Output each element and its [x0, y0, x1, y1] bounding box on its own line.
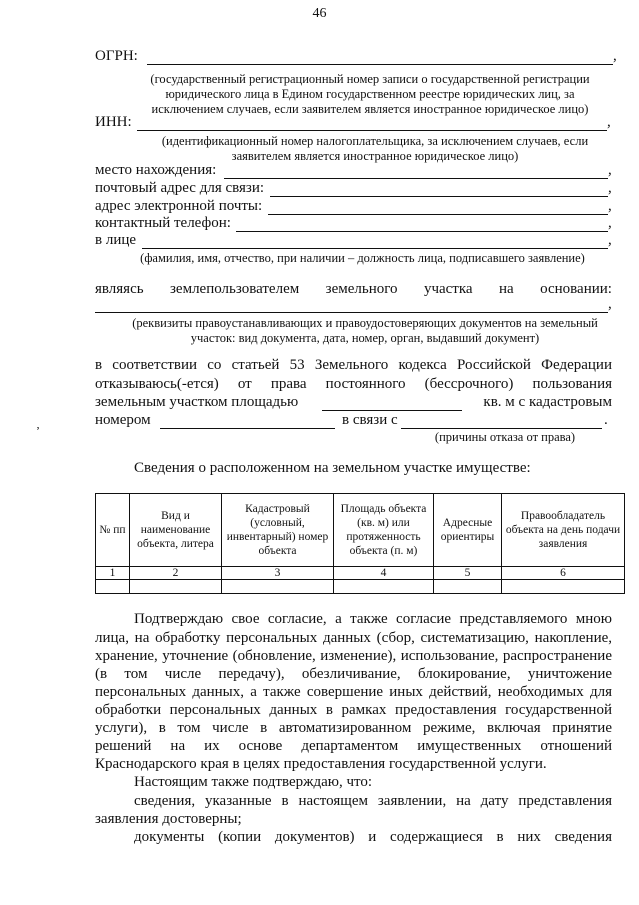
refusal-line: в соответствии со статьей 53 Земельного кодекса Российской Федерации: [95, 357, 612, 373]
confirm-item: сведения, указанные в настоящем заявлении, на дату представления: [134, 793, 612, 809]
header-cell: № пп: [96, 494, 130, 567]
header-cell: Правообладатель объекта на день подачи заявления: [502, 494, 625, 567]
inn-note-line: заявителем является иностранное юридическое лицо): [231, 149, 519, 163]
basis-word: основании:: [540, 281, 612, 297]
location-label: место нахождения:: [95, 162, 217, 178]
column-number: 2: [130, 567, 222, 580]
column-number: 1: [96, 567, 130, 580]
consent-line: персональных данных, а также совершение иных действий, необходимых для: [95, 684, 612, 700]
header-cell: Площадь объекта (кв. м) или протяженность объекта (п. м): [334, 494, 434, 567]
comma: ,: [608, 232, 612, 248]
stray-mark: ‚: [36, 417, 40, 431]
page-number: 46: [312, 6, 327, 21]
consent-line: Подтверждаю свое согласие, а также согласие представляемого мною: [134, 611, 612, 627]
basis-input-line[interactable]: [95, 312, 608, 313]
consent-line: услуги), в том числе в автоматизированном режиме, включая принятие: [95, 720, 612, 736]
basis-line: [95, 281, 612, 298]
refusal-area-text: земельным участком площадью: [95, 394, 299, 410]
comma: ,: [608, 162, 612, 178]
confirm-item-continuation: заявления достоверны;: [95, 811, 242, 827]
consent-line: лица, на обработку персональных данных (сбор, систематизацию, накопление,: [95, 630, 612, 646]
comma: ,: [613, 48, 617, 64]
table-cell[interactable]: [502, 580, 625, 594]
consent-line: хранение, уточнение (обновление, изменение), использование, распространение: [95, 648, 612, 664]
basis-word: на: [499, 281, 514, 297]
header-cell: Адресные ориентиры: [434, 494, 502, 567]
column-number: 5: [434, 567, 502, 580]
refusal-reason-text: в связи с: [342, 412, 398, 428]
table-cell[interactable]: [130, 580, 222, 594]
comma: ,: [608, 198, 612, 214]
area-input-line[interactable]: [322, 410, 462, 411]
column-number: 3: [222, 567, 334, 580]
refusal-number-text: номером: [95, 412, 151, 428]
postal-address-input-line[interactable]: [270, 196, 608, 197]
email-label: адрес электронной почты:: [95, 198, 263, 214]
consent-line: обработки персональных данных в рамках предоставления государственной: [95, 702, 612, 718]
confirm-intro: Настоящим также подтверждаю, что:: [134, 774, 373, 790]
postal-address-label: почтовый адрес для связи:: [95, 180, 265, 196]
reason-input-line[interactable]: [401, 428, 602, 429]
ogrn-note-line: исключением случаев, если заявителем является иностранное юридическое лицо): [151, 102, 589, 116]
basis-word: участка: [423, 281, 473, 297]
ogrn-note-line: юридического лица в Едином государственном реестре юридических лиц, за: [165, 87, 575, 101]
comma: ,: [608, 296, 612, 312]
basis-word: являясь: [95, 281, 144, 297]
header-cell: Кадастровый (условный, инвентарный) номер объекта: [222, 494, 334, 567]
ogrn-note-line: (государственный регистрационный номер записи о государственной регистрации: [150, 72, 590, 86]
phone-input-line[interactable]: [236, 231, 608, 232]
inn-note: [140, 134, 610, 164]
comma: ,: [608, 215, 612, 231]
property-section-title: Сведения о расположенном на земельном участке имуществе:: [134, 460, 531, 476]
table-cell[interactable]: [434, 580, 502, 594]
refusal-cadastral-text: кв. м с кадастровым: [483, 394, 612, 410]
person-label: в лице: [95, 232, 137, 248]
column-number: 6: [502, 567, 625, 580]
consent-line: решений на их основе департаментом имущественных отношений: [95, 738, 612, 754]
phone-label: контактный телефон:: [95, 215, 231, 231]
email-input-line[interactable]: [268, 214, 608, 215]
table-cell[interactable]: [96, 580, 130, 594]
person-note: (фамилия, имя, отчество, при наличии – должность лица, подписавшего заявление): [140, 251, 585, 265]
inn-note-line: (идентификационный номер налогоплательщика, за исключением случаев, если: [161, 134, 589, 148]
property-table: [95, 493, 625, 594]
comma: ,: [607, 114, 611, 130]
ogrn-note: [130, 72, 610, 117]
basis-note: [95, 316, 635, 346]
consent-last-line: Краснодарского края в целях предоставления государственной услуги.: [95, 756, 547, 772]
cadastral-number-input-line[interactable]: [160, 428, 335, 429]
header-cell: Вид и наименование объекта, литера: [130, 494, 222, 567]
reason-note: (причины отказа от права): [434, 430, 576, 444]
table-row: [96, 580, 625, 594]
location-input-line[interactable]: [224, 178, 608, 179]
inn-input-line[interactable]: [137, 130, 607, 131]
ogrn-label: ОГРН:: [95, 48, 138, 64]
table-header-row: [96, 494, 625, 567]
basis-note-line: (реквизиты правоустанавливающих и правоудостоверяющих документов на земельный: [132, 316, 598, 330]
basis-word: землепользователем: [170, 281, 300, 297]
refusal-line: отказываюсь(-ется) от права постоянного (бессрочного) пользования: [95, 376, 612, 392]
table-cell[interactable]: [334, 580, 434, 594]
person-input-line[interactable]: [142, 248, 608, 249]
ogrn-input-line[interactable]: [147, 64, 613, 65]
table-number-row: [96, 567, 625, 580]
basis-note-line: участок: вид документа, дата, номер, орган, выдавший документ): [190, 331, 540, 345]
comma: ,: [608, 180, 612, 196]
basis-word: земельного: [325, 281, 398, 297]
consent-line: (в том числе передачу), обезличивание, блокирование, уничтожение: [95, 666, 612, 682]
confirm-item: документы (копии документов) и содержащиеся в них сведения: [134, 829, 612, 845]
period: .: [604, 412, 608, 428]
table-cell[interactable]: [222, 580, 334, 594]
column-number: 4: [334, 567, 434, 580]
inn-label: ИНН:: [95, 114, 132, 130]
